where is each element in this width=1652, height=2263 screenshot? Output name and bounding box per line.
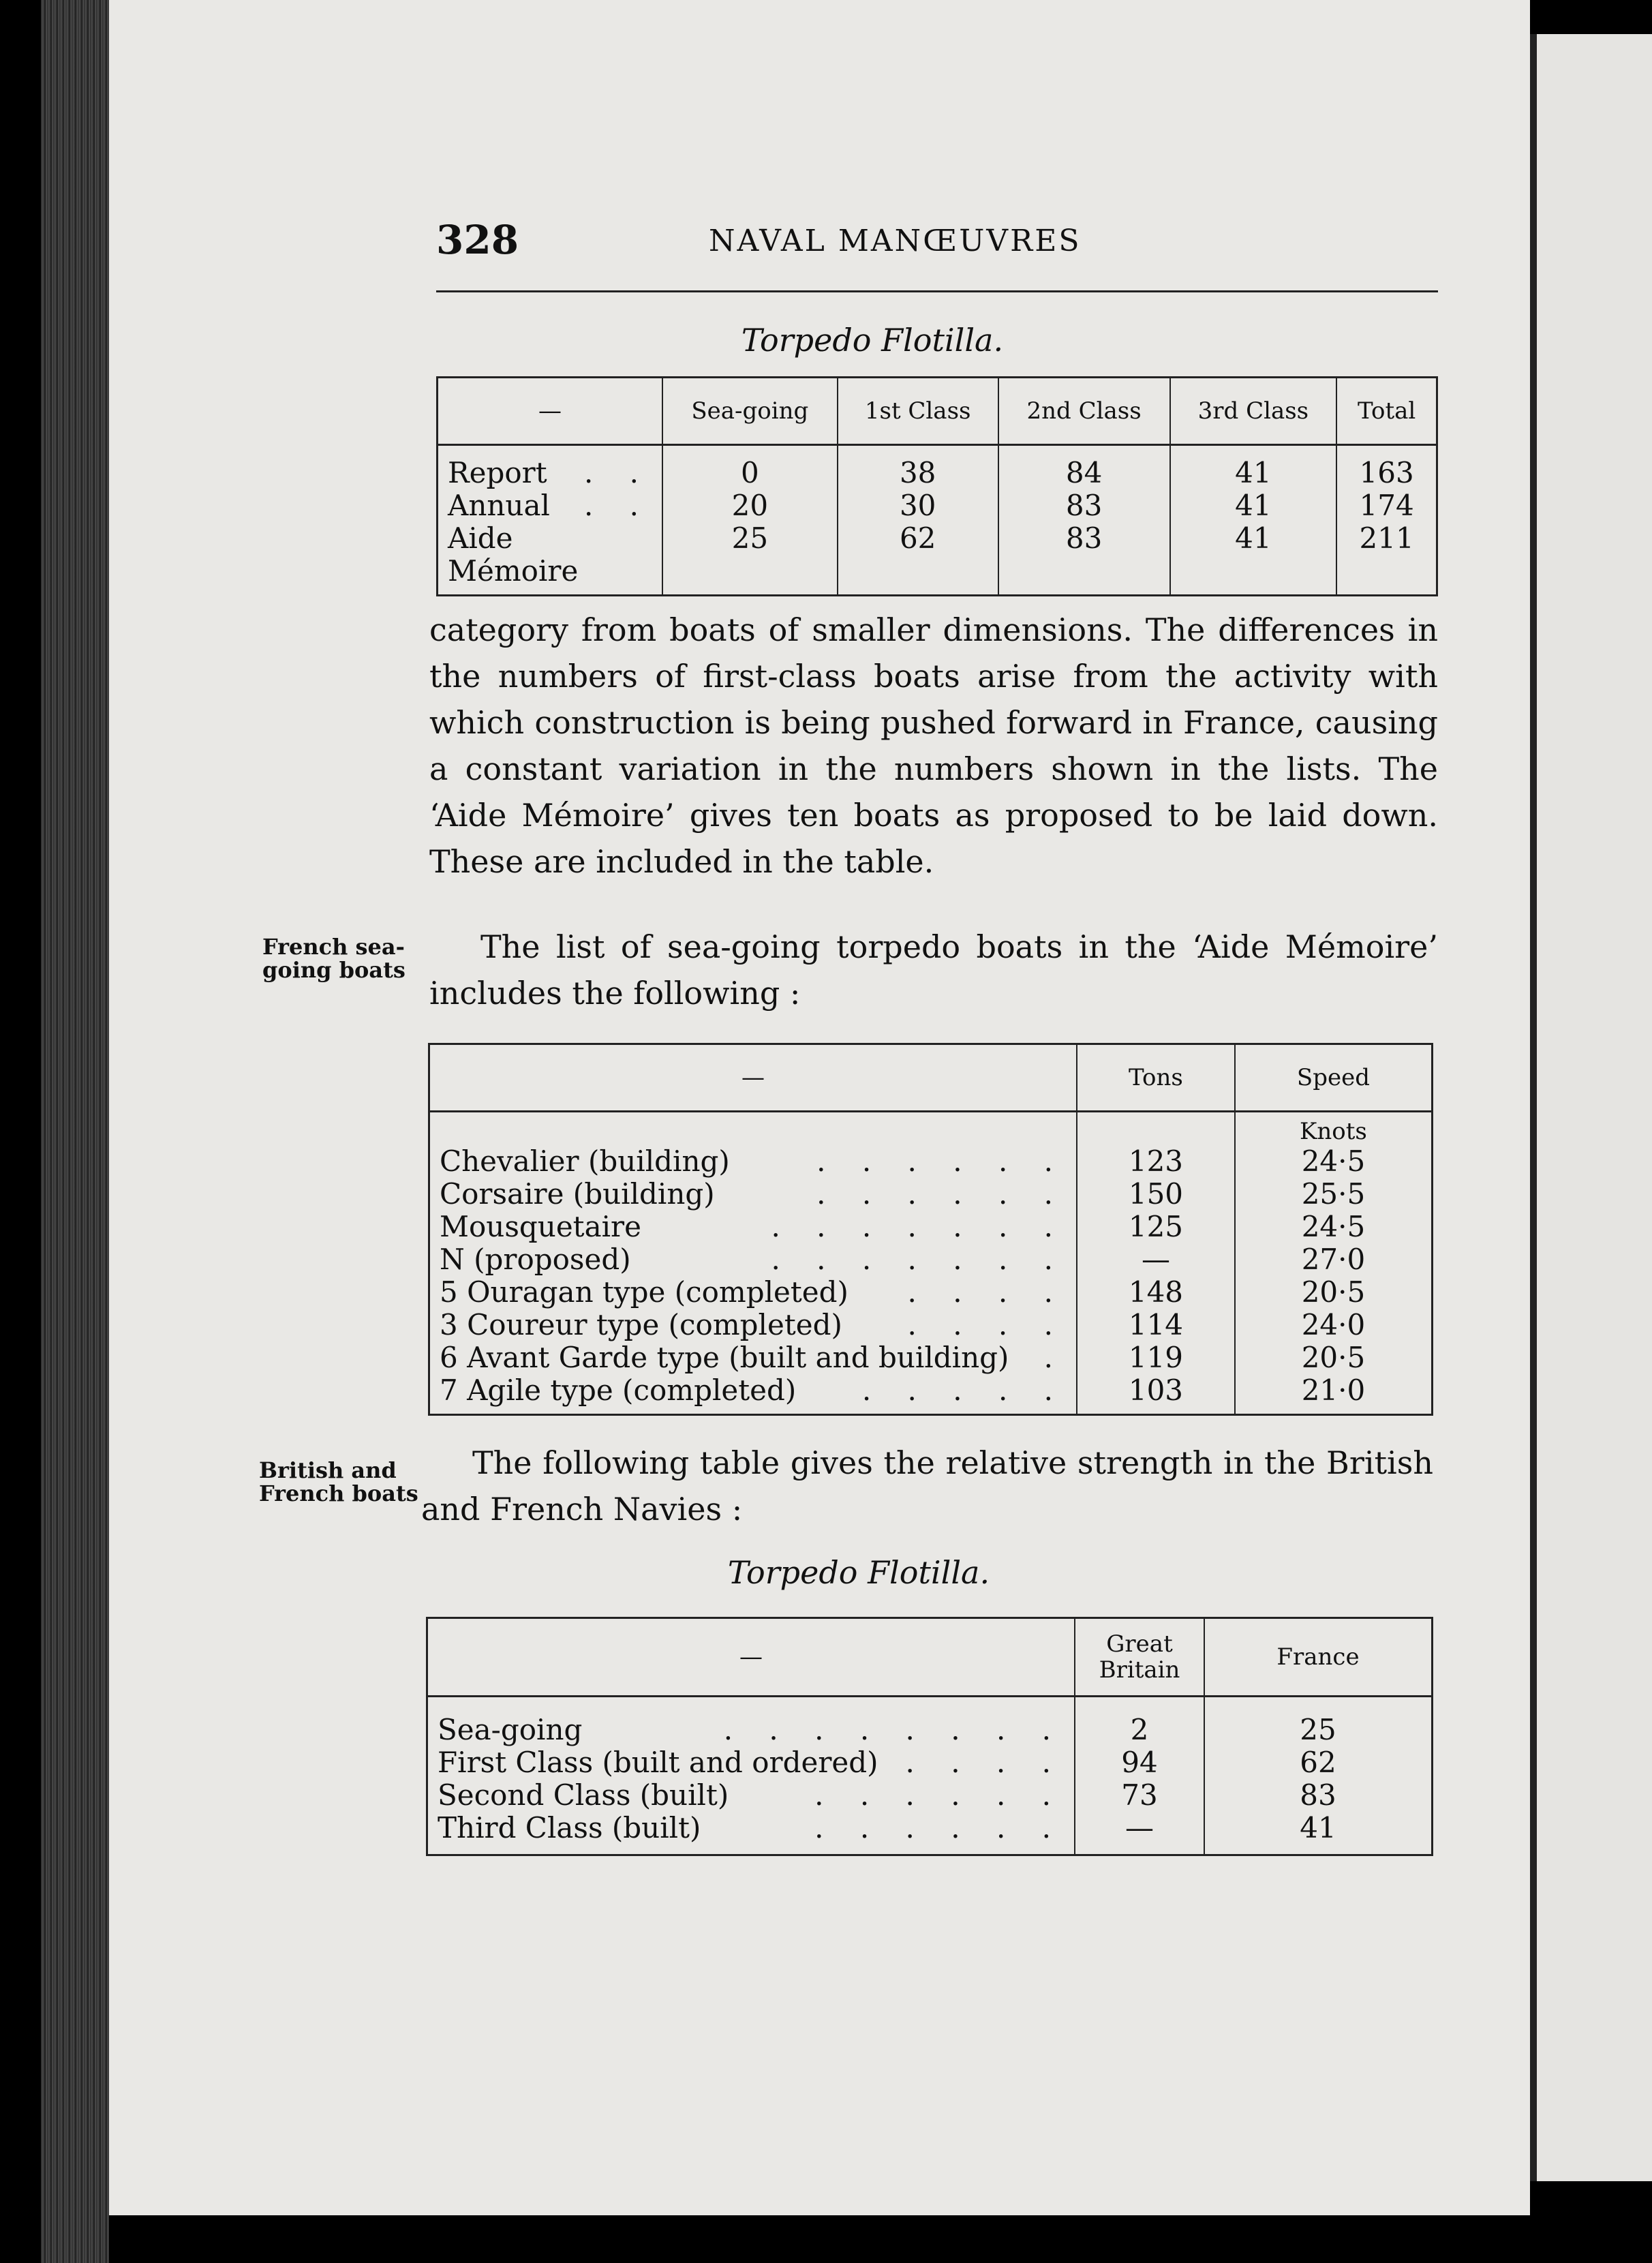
torpedo-flotilla-table — [436, 376, 1438, 596]
leader-dots: . . — [583, 456, 652, 489]
table-row — [429, 1276, 1433, 1309]
table-row — [429, 1341, 1433, 1374]
table-cell: 148 — [1077, 1276, 1235, 1309]
row-label-cell — [427, 1779, 1075, 1812]
row-label-cell — [429, 1145, 1077, 1178]
row-label: Second Class (built) — [438, 1778, 729, 1812]
row-label: First Class (built and ordered) — [438, 1746, 878, 1779]
table-cell: 119 — [1077, 1341, 1235, 1374]
row-label: Corsaire (building) — [440, 1177, 715, 1211]
leader-dots: . . . . . . — [816, 1177, 1067, 1211]
row-label-cell — [438, 445, 663, 490]
row-label: N (proposed) — [440, 1243, 631, 1276]
table-row — [427, 1697, 1433, 1747]
table-header-row — [438, 378, 1437, 445]
column-header: Total — [1336, 378, 1437, 445]
margin-note-british-and-french-boats: British and French boats — [259, 1457, 418, 1506]
column-header: 1st Class — [838, 378, 998, 445]
table-cell: 20·5 — [1235, 1276, 1433, 1309]
row-label: Third Class (built) — [438, 1811, 701, 1844]
table-cell: 41 — [1170, 522, 1337, 596]
page-number: 328 — [436, 217, 519, 263]
table-row — [429, 1211, 1433, 1243]
table-row — [429, 1243, 1433, 1276]
table-cell: 123 — [1077, 1145, 1235, 1178]
table-cell: 150 — [1077, 1178, 1235, 1211]
running-head: NAVAL MANŒUVRES — [709, 224, 1082, 258]
table-cell: 62 — [838, 522, 998, 596]
leader-dots: . . . . . . — [816, 1144, 1067, 1178]
row-label-cell — [427, 1812, 1075, 1855]
table-cell: 25·5 — [1235, 1178, 1433, 1211]
row-label-cell — [427, 1697, 1075, 1747]
leader-dots: . . . . — [907, 1308, 1067, 1341]
leader-dots: . . — [583, 489, 652, 522]
column-header: 2nd Class — [998, 378, 1170, 445]
leader-dots: . . . . — [905, 1746, 1065, 1779]
row-label: 3 Coureur type (completed) — [440, 1308, 842, 1341]
row-label-cell — [429, 1243, 1077, 1276]
table-cell: 94 — [1075, 1746, 1204, 1779]
row-label: Sea-going — [438, 1713, 583, 1746]
row-label: Mousquetaire — [440, 1210, 641, 1243]
table1-caption: Torpedo Flotilla. — [741, 322, 1004, 359]
row-label: 5 Ouragan type (completed) — [440, 1275, 848, 1309]
table-row — [427, 1746, 1433, 1779]
row-label: 6 Avant Garde type (built and building) — [440, 1341, 1009, 1374]
unit-row — [429, 1112, 1433, 1146]
leader-dots: . — [1043, 1341, 1067, 1374]
table-cell: 20 — [662, 489, 838, 522]
column-header: Great Britain — [1075, 1618, 1204, 1697]
table-row — [429, 1309, 1433, 1341]
leader-dots: . . . . . . . . — [723, 1713, 1065, 1746]
row-label-cell — [429, 1374, 1077, 1415]
table-cell — [1077, 1112, 1235, 1146]
leader-dots: . . . . — [907, 1275, 1067, 1309]
table-row — [438, 489, 1437, 522]
column-header: — — [438, 378, 663, 445]
body-paragraph: The list of sea-going torpedo boats in the ‘Aide Mémoire’ includes the following : — [429, 928, 1438, 1012]
table-row — [429, 1178, 1433, 1211]
table-header-row — [427, 1618, 1433, 1697]
row-label: Aide Mémoire — [448, 521, 579, 588]
column-header: Tons — [1077, 1044, 1235, 1112]
table-cell: 125 — [1077, 1211, 1235, 1243]
table-cell: 83 — [1204, 1779, 1433, 1812]
relative-strength-table — [426, 1617, 1433, 1856]
leader-dots: . . . . . . . — [771, 1210, 1067, 1243]
table-cell: 27·0 — [1235, 1243, 1433, 1276]
table-cell: 73 — [1075, 1779, 1204, 1812]
table-cell: 62 — [1204, 1746, 1433, 1779]
table-cell: 20·5 — [1235, 1341, 1433, 1374]
table-cell: 0 — [662, 445, 838, 490]
row-label-cell — [429, 1211, 1077, 1243]
table-cell: — — [1077, 1243, 1235, 1276]
row-label-cell — [429, 1309, 1077, 1341]
column-header: — — [427, 1618, 1075, 1697]
table-row — [429, 1145, 1433, 1178]
column-header: — — [429, 1044, 1077, 1112]
table-row — [438, 522, 1437, 596]
table3-caption: Torpedo Flotilla. — [727, 1554, 990, 1591]
leader-dots: . . . . . — [861, 1373, 1067, 1407]
table-cell: 83 — [998, 522, 1170, 596]
row-label: Chevalier (building) — [440, 1144, 730, 1178]
table-cell: 211 — [1336, 522, 1437, 596]
row-label-cell — [438, 522, 663, 596]
row-label: Report — [448, 456, 547, 489]
table-cell: 25 — [1204, 1697, 1433, 1747]
table-cell: 84 — [998, 445, 1170, 490]
body-paragraph: The following table gives the relative strength in the British and French Navies : — [421, 1444, 1433, 1528]
table-cell: — — [1075, 1812, 1204, 1855]
unit-label: Knots — [1235, 1112, 1433, 1146]
row-label-cell — [438, 489, 663, 522]
page — [109, 0, 1530, 2215]
table-row — [429, 1374, 1433, 1415]
table-cell — [429, 1112, 1077, 1146]
row-label-cell — [429, 1178, 1077, 1211]
margin-note-french-sea-going-boats: French sea-going boats — [262, 934, 406, 983]
book-spine-edge — [41, 0, 109, 2263]
column-header: Sea-going — [662, 378, 838, 445]
table-cell: 103 — [1077, 1374, 1235, 1415]
table-cell: 163 — [1336, 445, 1437, 490]
body-paragraph: category from boats of smaller dimensions. The differences in the numbers of first-class boats arise from the activity with which construction is being pushed forward in France, causing a constant variation in the numbers shown in the lists. The ‘Aide Mémoire’ gives ten boats as proposed to be laid down. These are included in the table. — [429, 611, 1438, 880]
table-cell: 114 — [1077, 1309, 1235, 1341]
facing-page-edge — [1530, 34, 1652, 2181]
table-row — [427, 1812, 1433, 1855]
row-label: 7 Agile type (completed) — [440, 1373, 797, 1407]
table-cell: 25 — [662, 522, 838, 596]
table-cell: 30 — [838, 489, 998, 522]
column-header: 3rd Class — [1170, 378, 1337, 445]
row-label: Annual — [448, 489, 550, 522]
leader-dots: . . . . . . — [814, 1778, 1065, 1812]
table-row — [427, 1779, 1433, 1812]
leader-dots: . . . . . . . — [771, 1243, 1067, 1276]
table-row — [438, 445, 1437, 490]
row-label-cell — [429, 1341, 1077, 1374]
column-header: France — [1204, 1618, 1433, 1697]
column-header: Speed — [1235, 1044, 1433, 1112]
table-cell: 24·0 — [1235, 1309, 1433, 1341]
table-cell: 38 — [838, 445, 998, 490]
table-header-row — [429, 1044, 1433, 1112]
table-cell: 41 — [1170, 445, 1337, 490]
row-label-cell — [429, 1276, 1077, 1309]
table-cell: 174 — [1336, 489, 1437, 522]
table-cell: 83 — [998, 489, 1170, 522]
header-rule — [436, 290, 1438, 292]
table-cell: 41 — [1170, 489, 1337, 522]
table-cell: 2 — [1075, 1697, 1204, 1747]
table-cell: 24·5 — [1235, 1211, 1433, 1243]
row-label-cell — [427, 1746, 1075, 1779]
table-cell: 41 — [1204, 1812, 1433, 1855]
leader-dots: . . . . . . — [814, 1811, 1065, 1844]
table-cell: 24·5 — [1235, 1145, 1433, 1178]
sea-going-torpedo-boats-table — [428, 1043, 1433, 1416]
table-cell: 21·0 — [1235, 1374, 1433, 1415]
